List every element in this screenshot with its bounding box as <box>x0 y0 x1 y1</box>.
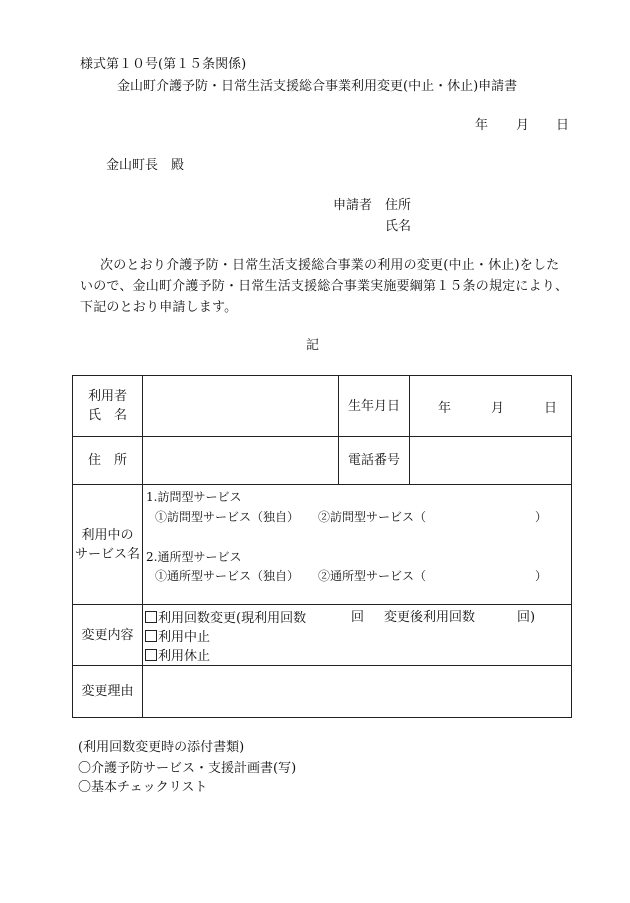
user-label-line-1: 利用者 <box>87 389 127 404</box>
day-service-heading: 2.通所型サービス <box>146 550 242 564</box>
phone-label-cell <box>339 437 410 485</box>
table-row <box>73 605 572 666</box>
service-label-line-2: サービス名 <box>74 546 140 562</box>
day-service-option-2[interactable]: ②通所型サービス（ <box>318 569 427 583</box>
day-service-close-paren: ） <box>535 569 548 583</box>
applicant-label: 申請者 <box>333 198 373 213</box>
service-label-line-1: 利用中の <box>81 527 134 543</box>
change-count-label: 利用回数変更(現利用回数 <box>158 611 307 626</box>
addressee: 金山町長 殿 <box>106 158 185 173</box>
table-row <box>73 437 572 485</box>
birth-day-label: 日 <box>543 400 557 416</box>
date-month-label: 月 <box>516 118 530 133</box>
birth-date-field[interactable] <box>410 376 572 437</box>
change-stop-label: 利用中止 <box>158 630 211 645</box>
change-pause-label: 利用休止 <box>158 649 211 664</box>
visit-service-heading: 1.訪問型サービス <box>146 490 242 504</box>
attachment-item: 〇介護予防サービス・支援計画書(写) <box>78 761 297 776</box>
table-row <box>73 485 572 605</box>
change-times-unit-1: 回 <box>351 610 365 625</box>
change-label-cell <box>73 605 143 666</box>
date-year-label: 年 <box>475 118 489 133</box>
table-row <box>73 666 572 718</box>
visit-service-option-2[interactable]: ②訪問型サービス（ <box>318 510 427 524</box>
ki-mark: 記 <box>306 338 320 353</box>
reason-field[interactable] <box>143 666 572 718</box>
address-label-cell <box>73 437 143 485</box>
address-field[interactable] <box>143 437 339 485</box>
address-label: 住 所 <box>87 453 127 468</box>
change-stop-option[interactable] <box>145 630 210 644</box>
applicant-name-label: 氏名 <box>385 219 412 234</box>
change-label: 変更内容 <box>81 627 134 643</box>
user-name-label-cell <box>73 376 143 437</box>
birth-year-label: 年 <box>437 400 451 416</box>
user-label-line-2: 氏 名 <box>87 408 127 423</box>
attachments-heading: (利用回数変更時の添付書類) <box>78 740 245 755</box>
phone-label: 電話番号 <box>347 453 400 468</box>
user-name-field[interactable] <box>143 376 339 437</box>
body-line: 下記のとおり申請します。 <box>80 300 238 315</box>
change-count-option[interactable] <box>145 611 306 625</box>
birth-label-cell <box>339 376 410 437</box>
birth-label: 生年月日 <box>347 398 400 414</box>
reason-label-cell <box>73 666 143 718</box>
day-service-option-1[interactable]: ①通所型サービス（独自） <box>155 569 300 583</box>
change-cell <box>143 605 572 666</box>
checkbox-icon[interactable] <box>145 649 157 661</box>
applicant-address-label: 住所 <box>385 198 412 213</box>
reason-label: 変更理由 <box>81 684 134 699</box>
service-cell <box>143 485 572 605</box>
application-table <box>72 375 572 718</box>
visit-service-close-paren: ） <box>535 510 548 524</box>
change-after-label: 変更後利用回数 <box>384 610 476 625</box>
table-row <box>73 376 572 437</box>
body-paragraph <box>80 255 580 318</box>
form-number: 様式第１０号(第１５条関係) <box>80 57 247 72</box>
birth-month-label: 月 <box>490 400 504 416</box>
body-line: 次のとおり介護予防・日常生活支援総合事業の利用の変更(中止・休止)をした <box>100 258 560 273</box>
document-title: 金山町介護予防・日常生活支援総合事業利用変更(中止・休止)申請書 <box>117 79 518 94</box>
visit-service-option-1[interactable]: ①訪問型サービス（独自） <box>155 510 300 524</box>
date-day-label: 日 <box>556 118 570 133</box>
attachment-item: 〇基本チェックリスト <box>78 780 208 795</box>
checkbox-icon[interactable] <box>145 630 157 642</box>
service-label-cell <box>73 485 143 605</box>
phone-field[interactable] <box>410 437 572 485</box>
body-line: いので、金山町介護予防・日常生活支援総合事業実施要綱第１５条の規定により、 <box>80 279 569 294</box>
checkbox-icon[interactable] <box>145 611 157 623</box>
change-pause-option[interactable] <box>145 649 210 663</box>
change-times-unit-2: 回) <box>517 610 536 625</box>
